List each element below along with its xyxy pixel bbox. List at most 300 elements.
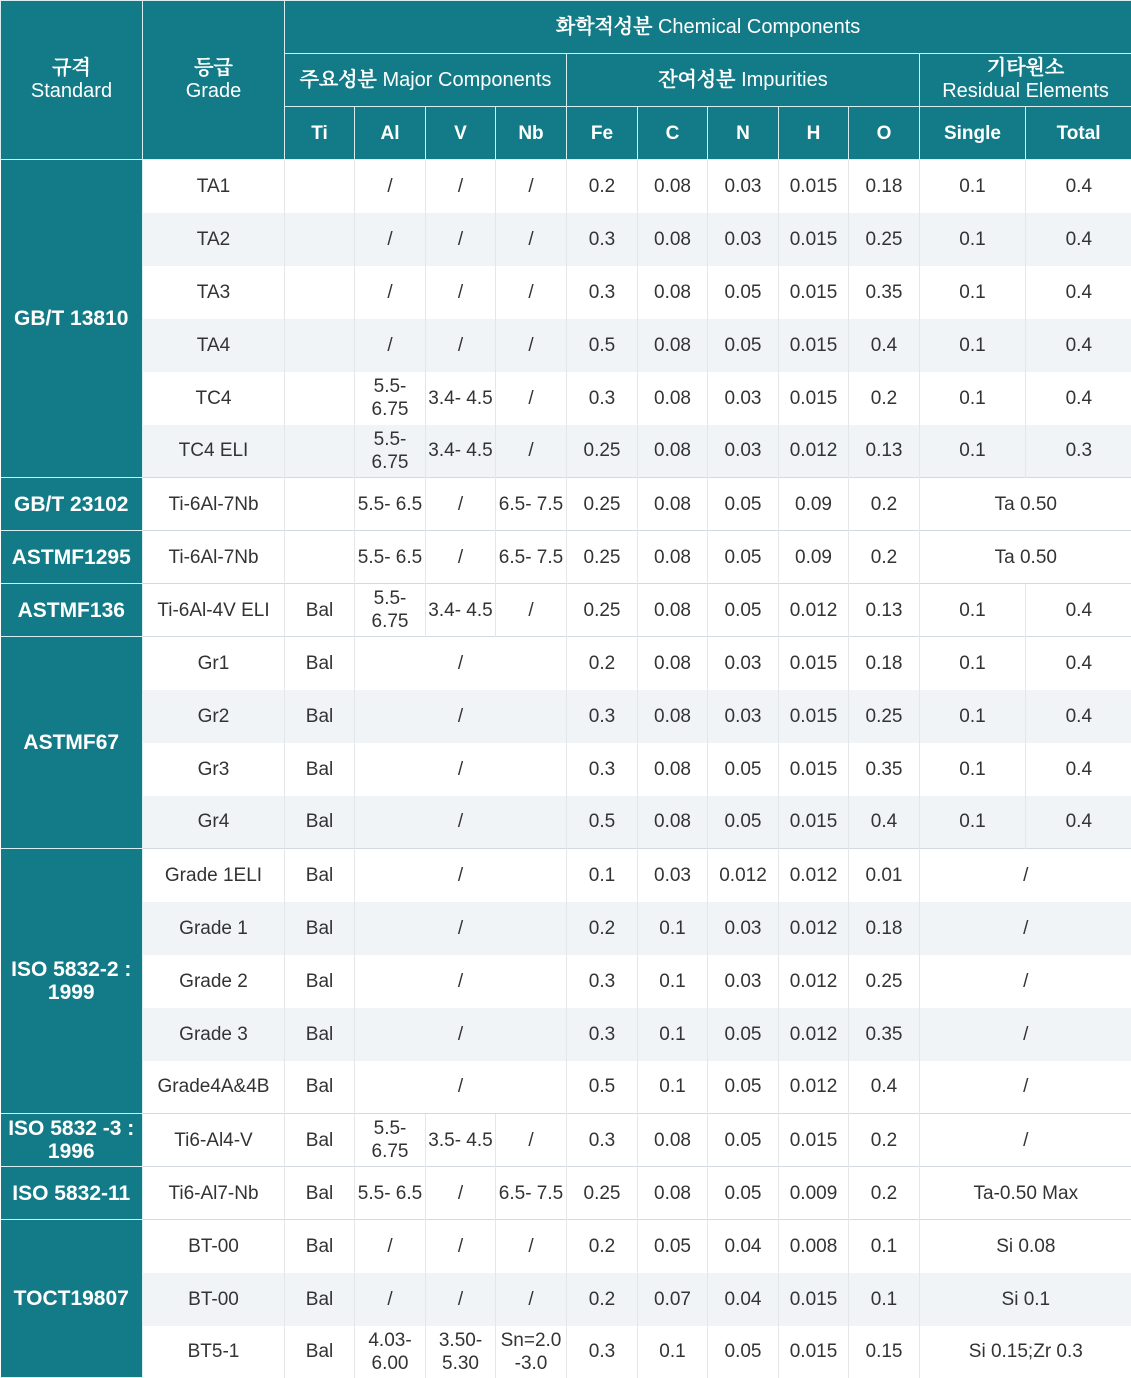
al-cell: 5.5- 6.75 bbox=[355, 1114, 426, 1167]
n-cell: 0.03 bbox=[708, 690, 779, 743]
al-cell: 5.5- 6.75 bbox=[355, 584, 426, 637]
residual-cell: Si 0.08 bbox=[920, 1220, 1131, 1273]
chemical-header-ko: 화학적성분 bbox=[556, 16, 653, 38]
al-cell: / bbox=[355, 1273, 426, 1326]
o-cell: 0.4 bbox=[849, 796, 920, 849]
c-cell: 0.1 bbox=[638, 1061, 708, 1114]
table-row bbox=[1, 160, 1131, 213]
col-header: V bbox=[426, 107, 496, 160]
single-cell: 0.1 bbox=[920, 213, 1026, 266]
ti-cell bbox=[285, 266, 355, 319]
h-cell: 0.015 bbox=[779, 160, 849, 213]
table-row bbox=[1, 584, 1131, 637]
fe-cell: 0.1 bbox=[567, 849, 638, 902]
v-cell: / bbox=[426, 531, 496, 584]
n-cell: 0.04 bbox=[708, 1220, 779, 1273]
c-cell: 0.08 bbox=[638, 743, 708, 796]
total-cell: 0.3 bbox=[1026, 425, 1131, 478]
c-cell: 0.08 bbox=[638, 690, 708, 743]
o-cell: 0.01 bbox=[849, 849, 920, 902]
total-cell: 0.4 bbox=[1026, 796, 1131, 849]
v-cell: / bbox=[426, 1273, 496, 1326]
grade-cell: TA3 bbox=[143, 266, 285, 319]
ti-cell: Bal bbox=[285, 1114, 355, 1167]
h-cell: 0.012 bbox=[779, 1061, 849, 1114]
table-row bbox=[1, 1220, 1131, 1273]
h-cell: 0.009 bbox=[779, 1167, 849, 1220]
single-cell: 0.1 bbox=[920, 319, 1026, 372]
residual-cell: / bbox=[920, 902, 1131, 955]
o-cell: 0.25 bbox=[849, 213, 920, 266]
single-cell: 0.1 bbox=[920, 160, 1026, 213]
c-cell: 0.1 bbox=[638, 955, 708, 1008]
c-cell: 0.08 bbox=[638, 531, 708, 584]
fe-cell: 0.2 bbox=[567, 1273, 638, 1326]
table-row bbox=[1, 1008, 1131, 1061]
table-row bbox=[1, 266, 1131, 319]
v-cell: / bbox=[426, 1167, 496, 1220]
o-cell: 0.2 bbox=[849, 531, 920, 584]
o-cell: 0.18 bbox=[849, 902, 920, 955]
c-cell: 0.08 bbox=[638, 637, 708, 690]
fe-cell: 0.3 bbox=[567, 955, 638, 1008]
al-cell: / bbox=[355, 160, 426, 213]
ti-cell: Bal bbox=[285, 690, 355, 743]
v-cell: / bbox=[426, 266, 496, 319]
total-cell: 0.4 bbox=[1026, 372, 1131, 425]
c-cell: 0.08 bbox=[638, 372, 708, 425]
ti-cell: Bal bbox=[285, 1220, 355, 1273]
nb-cell: 6.5- 7.5 bbox=[496, 1167, 567, 1220]
residual-cell: Si 0.15;Zr 0.3 bbox=[920, 1326, 1131, 1378]
col-header: Ti bbox=[285, 107, 355, 160]
o-cell: 0.18 bbox=[849, 637, 920, 690]
al-cell: / bbox=[355, 266, 426, 319]
grade-cell: Gr3 bbox=[143, 743, 285, 796]
table-row bbox=[1, 425, 1131, 478]
v-cell: 3.4- 4.5 bbox=[426, 425, 496, 478]
h-cell: 0.012 bbox=[779, 1008, 849, 1061]
fe-cell: 0.2 bbox=[567, 1220, 638, 1273]
major-components-cell: / bbox=[355, 743, 567, 796]
o-cell: 0.4 bbox=[849, 319, 920, 372]
n-cell: 0.05 bbox=[708, 266, 779, 319]
ti-cell bbox=[285, 372, 355, 425]
o-cell: 0.2 bbox=[849, 372, 920, 425]
residual-cell: Ta 0.50 bbox=[920, 531, 1131, 584]
o-cell: 0.35 bbox=[849, 1008, 920, 1061]
grade-cell: TA4 bbox=[143, 319, 285, 372]
residual-cell: Ta-0.50 Max bbox=[920, 1167, 1131, 1220]
residual-cell: / bbox=[920, 955, 1131, 1008]
h-cell: 0.012 bbox=[779, 425, 849, 478]
n-cell: 0.05 bbox=[708, 319, 779, 372]
n-cell: 0.04 bbox=[708, 1273, 779, 1326]
o-cell: 0.1 bbox=[849, 1273, 920, 1326]
n-cell: 0.03 bbox=[708, 372, 779, 425]
single-cell: 0.1 bbox=[920, 372, 1026, 425]
major-header-en: Major Components bbox=[382, 69, 551, 91]
v-cell: / bbox=[426, 319, 496, 372]
residual-cell: / bbox=[920, 1114, 1131, 1167]
standard-cell: GB/T 23102 bbox=[1, 478, 143, 531]
n-cell: 0.05 bbox=[708, 531, 779, 584]
ti-cell: Bal bbox=[285, 1326, 355, 1378]
grade-cell: BT-00 bbox=[143, 1273, 285, 1326]
al-cell: 5.5- 6.5 bbox=[355, 531, 426, 584]
table-header bbox=[1, 1, 1131, 160]
grade-cell: Ti-6Al-7Nb bbox=[143, 478, 285, 531]
h-cell: 0.015 bbox=[779, 796, 849, 849]
major-components-cell: / bbox=[355, 690, 567, 743]
table-row bbox=[1, 849, 1131, 902]
h-cell: 0.015 bbox=[779, 690, 849, 743]
grade-cell: Ti6-Al7-Nb bbox=[143, 1167, 285, 1220]
grade-header bbox=[143, 1, 285, 160]
c-cell: 0.08 bbox=[638, 213, 708, 266]
ti-cell: Bal bbox=[285, 902, 355, 955]
standard-cell: ISO 5832-2 : 1999 bbox=[1, 849, 143, 1114]
n-cell: 0.05 bbox=[708, 1008, 779, 1061]
o-cell: 0.25 bbox=[849, 955, 920, 1008]
n-cell: 0.05 bbox=[708, 743, 779, 796]
single-cell: 0.1 bbox=[920, 425, 1026, 478]
al-cell: 4.03- 6.00 bbox=[355, 1326, 426, 1378]
table-row bbox=[1, 637, 1131, 690]
fe-cell: 0.3 bbox=[567, 1008, 638, 1061]
grade-header-ko: 등급 bbox=[194, 57, 233, 79]
ti-cell bbox=[285, 531, 355, 584]
single-cell: 0.1 bbox=[920, 584, 1026, 637]
fe-cell: 0.25 bbox=[567, 1167, 638, 1220]
h-cell: 0.012 bbox=[779, 584, 849, 637]
al-cell: / bbox=[355, 319, 426, 372]
standard-cell: ISO 5832-11 bbox=[1, 1167, 143, 1220]
n-cell: 0.03 bbox=[708, 637, 779, 690]
fe-cell: 0.3 bbox=[567, 266, 638, 319]
standard-cell: GB/T 13810 bbox=[1, 160, 143, 478]
table-row bbox=[1, 796, 1131, 849]
ti-cell bbox=[285, 425, 355, 478]
ti-cell bbox=[285, 213, 355, 266]
total-cell: 0.4 bbox=[1026, 213, 1131, 266]
grade-cell: Ti-6Al-7Nb bbox=[143, 531, 285, 584]
h-cell: 0.015 bbox=[779, 1114, 849, 1167]
grade-cell: TC4 ELI bbox=[143, 425, 285, 478]
v-cell: / bbox=[426, 213, 496, 266]
table-row bbox=[1, 743, 1131, 796]
h-cell: 0.09 bbox=[779, 478, 849, 531]
n-cell: 0.05 bbox=[708, 584, 779, 637]
grade-header-en: Grade bbox=[186, 80, 242, 102]
residual-header-ko: 기타원소 bbox=[987, 57, 1064, 79]
nb-cell: / bbox=[496, 425, 567, 478]
nb-cell: / bbox=[496, 1273, 567, 1326]
fe-cell: 0.3 bbox=[567, 1114, 638, 1167]
h-cell: 0.015 bbox=[779, 372, 849, 425]
h-cell: 0.015 bbox=[779, 1326, 849, 1378]
o-cell: 0.2 bbox=[849, 1167, 920, 1220]
o-cell: 0.35 bbox=[849, 743, 920, 796]
standard-cell: ASTMF136 bbox=[1, 584, 143, 637]
grade-cell: TC4 bbox=[143, 372, 285, 425]
h-cell: 0.015 bbox=[779, 319, 849, 372]
c-cell: 0.08 bbox=[638, 266, 708, 319]
standard-header-en: Standard bbox=[31, 80, 112, 102]
h-cell: 0.012 bbox=[779, 955, 849, 1008]
residual-cell: Ta 0.50 bbox=[920, 478, 1131, 531]
major-components-cell: / bbox=[355, 1061, 567, 1114]
table-row bbox=[1, 902, 1131, 955]
n-cell: 0.012 bbox=[708, 849, 779, 902]
table-row bbox=[1, 372, 1131, 425]
col-header: Fe bbox=[567, 107, 638, 160]
grade-cell: Grade 3 bbox=[143, 1008, 285, 1061]
single-cell: 0.1 bbox=[920, 266, 1026, 319]
table-row bbox=[1, 319, 1131, 372]
n-cell: 0.03 bbox=[708, 955, 779, 1008]
ti-cell bbox=[285, 160, 355, 213]
v-cell: / bbox=[426, 1220, 496, 1273]
ti-cell: Bal bbox=[285, 1167, 355, 1220]
n-cell: 0.05 bbox=[708, 1114, 779, 1167]
fe-cell: 0.5 bbox=[567, 319, 638, 372]
col-header: Al bbox=[355, 107, 426, 160]
major-components-cell: / bbox=[355, 902, 567, 955]
grade-cell: TA2 bbox=[143, 213, 285, 266]
nb-cell: / bbox=[496, 160, 567, 213]
o-cell: 0.13 bbox=[849, 425, 920, 478]
o-cell: 0.25 bbox=[849, 690, 920, 743]
h-cell: 0.015 bbox=[779, 743, 849, 796]
fe-cell: 0.25 bbox=[567, 531, 638, 584]
col-header: N bbox=[708, 107, 779, 160]
al-cell: 5.5- 6.5 bbox=[355, 1167, 426, 1220]
impurities-header-en: Impurities bbox=[741, 69, 828, 91]
nb-cell: 6.5- 7.5 bbox=[496, 531, 567, 584]
c-cell: 0.08 bbox=[638, 319, 708, 372]
c-cell: 0.03 bbox=[638, 849, 708, 902]
v-cell: 3.5- 4.5 bbox=[426, 1114, 496, 1167]
major-components-header bbox=[285, 54, 567, 107]
n-cell: 0.05 bbox=[708, 796, 779, 849]
ti-cell: Bal bbox=[285, 637, 355, 690]
nb-cell: / bbox=[496, 372, 567, 425]
o-cell: 0.13 bbox=[849, 584, 920, 637]
ti-cell: Bal bbox=[285, 743, 355, 796]
n-cell: 0.03 bbox=[708, 160, 779, 213]
nb-cell: / bbox=[496, 213, 567, 266]
h-cell: 0.015 bbox=[779, 266, 849, 319]
fe-cell: 0.3 bbox=[567, 1326, 638, 1378]
h-cell: 0.015 bbox=[779, 1273, 849, 1326]
c-cell: 0.08 bbox=[638, 796, 708, 849]
nb-cell: / bbox=[496, 266, 567, 319]
major-components-cell: / bbox=[355, 955, 567, 1008]
fe-cell: 0.25 bbox=[567, 425, 638, 478]
ti-cell: Bal bbox=[285, 849, 355, 902]
o-cell: 0.4 bbox=[849, 1061, 920, 1114]
standard-cell: ISO 5832 -3 : 1996 bbox=[1, 1114, 143, 1167]
o-cell: 0.35 bbox=[849, 266, 920, 319]
table-row bbox=[1, 213, 1131, 266]
n-cell: 0.05 bbox=[708, 1061, 779, 1114]
table-row bbox=[1, 690, 1131, 743]
fe-cell: 0.3 bbox=[567, 213, 638, 266]
fe-cell: 0.3 bbox=[567, 690, 638, 743]
total-cell: 0.4 bbox=[1026, 637, 1131, 690]
table-body bbox=[1, 160, 1131, 1378]
grade-cell: Gr4 bbox=[143, 796, 285, 849]
col-header: Nb bbox=[496, 107, 567, 160]
major-header-ko: 주요성분 bbox=[300, 69, 377, 91]
c-cell: 0.05 bbox=[638, 1220, 708, 1273]
col-header: Total bbox=[1026, 107, 1131, 160]
ti-cell: Bal bbox=[285, 796, 355, 849]
o-cell: 0.2 bbox=[849, 478, 920, 531]
c-cell: 0.08 bbox=[638, 1114, 708, 1167]
total-cell: 0.4 bbox=[1026, 160, 1131, 213]
fe-cell: 0.2 bbox=[567, 160, 638, 213]
grade-cell: Grade 1 bbox=[143, 902, 285, 955]
total-cell: 0.4 bbox=[1026, 584, 1131, 637]
ti-cell: Bal bbox=[285, 1061, 355, 1114]
al-cell: / bbox=[355, 1220, 426, 1273]
fe-cell: 0.3 bbox=[567, 372, 638, 425]
major-components-cell: / bbox=[355, 637, 567, 690]
h-cell: 0.09 bbox=[779, 531, 849, 584]
n-cell: 0.03 bbox=[708, 902, 779, 955]
single-cell: 0.1 bbox=[920, 743, 1026, 796]
total-cell: 0.4 bbox=[1026, 743, 1131, 796]
residual-header-en: Residual Elements bbox=[942, 80, 1109, 102]
major-components-cell: / bbox=[355, 849, 567, 902]
ti-cell: Bal bbox=[285, 1008, 355, 1061]
c-cell: 0.08 bbox=[638, 1167, 708, 1220]
ti-cell: Bal bbox=[285, 1273, 355, 1326]
al-cell: 5.5- 6.5 bbox=[355, 478, 426, 531]
h-cell: 0.012 bbox=[779, 849, 849, 902]
grade-cell: Grade4A&4B bbox=[143, 1061, 285, 1114]
col-header: H bbox=[779, 107, 849, 160]
col-header: C bbox=[638, 107, 708, 160]
residual-cell: / bbox=[920, 1061, 1131, 1114]
total-cell: 0.4 bbox=[1026, 690, 1131, 743]
standard-cell: TOCT19807 bbox=[1, 1220, 143, 1378]
fe-cell: 0.5 bbox=[567, 796, 638, 849]
total-cell: 0.4 bbox=[1026, 266, 1131, 319]
standard-cell: ASTMF67 bbox=[1, 637, 143, 849]
nb-cell: / bbox=[496, 584, 567, 637]
table-row bbox=[1, 1326, 1131, 1378]
c-cell: 0.08 bbox=[638, 478, 708, 531]
col-header: O bbox=[849, 107, 920, 160]
n-cell: 0.05 bbox=[708, 1167, 779, 1220]
o-cell: 0.2 bbox=[849, 1114, 920, 1167]
standard-header-ko: 규격 bbox=[52, 57, 91, 79]
residual-elements-header bbox=[920, 54, 1131, 107]
table-row bbox=[1, 1167, 1131, 1220]
h-cell: 0.015 bbox=[779, 213, 849, 266]
total-cell: 0.4 bbox=[1026, 319, 1131, 372]
ti-cell bbox=[285, 478, 355, 531]
v-cell: 3.4- 4.5 bbox=[426, 584, 496, 637]
nb-cell: / bbox=[496, 319, 567, 372]
v-cell: 3.50- 5.30 bbox=[426, 1326, 496, 1378]
grade-cell: BT5-1 bbox=[143, 1326, 285, 1378]
nb-cell: Sn=2.0 -3.0 bbox=[496, 1326, 567, 1378]
al-cell: / bbox=[355, 213, 426, 266]
n-cell: 0.05 bbox=[708, 478, 779, 531]
n-cell: 0.03 bbox=[708, 425, 779, 478]
c-cell: 0.1 bbox=[638, 1008, 708, 1061]
single-cell: 0.1 bbox=[920, 690, 1026, 743]
fe-cell: 0.25 bbox=[567, 478, 638, 531]
standard-header bbox=[1, 1, 143, 160]
c-cell: 0.1 bbox=[638, 902, 708, 955]
v-cell: / bbox=[426, 160, 496, 213]
o-cell: 0.15 bbox=[849, 1326, 920, 1378]
grade-cell: TA1 bbox=[143, 160, 285, 213]
grade-cell: Ti-6Al-4V ELI bbox=[143, 584, 285, 637]
major-components-cell: / bbox=[355, 1008, 567, 1061]
nb-cell: / bbox=[496, 1114, 567, 1167]
major-components-cell: / bbox=[355, 796, 567, 849]
v-cell: 3.4- 4.5 bbox=[426, 372, 496, 425]
ti-cell: Bal bbox=[285, 584, 355, 637]
col-header: Single bbox=[920, 107, 1026, 160]
nb-cell: 6.5- 7.5 bbox=[496, 478, 567, 531]
table-row bbox=[1, 1061, 1131, 1114]
grade-cell: Gr2 bbox=[143, 690, 285, 743]
c-cell: 0.08 bbox=[638, 584, 708, 637]
grade-cell: Ti6-Al4-V bbox=[143, 1114, 285, 1167]
residual-cell: Si 0.1 bbox=[920, 1273, 1131, 1326]
table-row bbox=[1, 531, 1131, 584]
standard-cell: ASTMF1295 bbox=[1, 531, 143, 584]
h-cell: 0.008 bbox=[779, 1220, 849, 1273]
fe-cell: 0.5 bbox=[567, 1061, 638, 1114]
v-cell: / bbox=[426, 478, 496, 531]
grade-cell: BT-00 bbox=[143, 1220, 285, 1273]
c-cell: 0.1 bbox=[638, 1326, 708, 1378]
impurities-header-ko: 잔여성분 bbox=[658, 69, 735, 91]
ti-cell: Bal bbox=[285, 955, 355, 1008]
c-cell: 0.08 bbox=[638, 160, 708, 213]
nb-cell: / bbox=[496, 1220, 567, 1273]
c-cell: 0.08 bbox=[638, 425, 708, 478]
al-cell: 5.5- 6.75 bbox=[355, 425, 426, 478]
o-cell: 0.1 bbox=[849, 1220, 920, 1273]
n-cell: 0.05 bbox=[708, 1326, 779, 1378]
single-cell: 0.1 bbox=[920, 796, 1026, 849]
h-cell: 0.012 bbox=[779, 902, 849, 955]
grade-cell: Gr1 bbox=[143, 637, 285, 690]
grade-cell: Grade 2 bbox=[143, 955, 285, 1008]
single-cell: 0.1 bbox=[920, 637, 1026, 690]
residual-cell: / bbox=[920, 1008, 1131, 1061]
fe-cell: 0.2 bbox=[567, 637, 638, 690]
n-cell: 0.03 bbox=[708, 213, 779, 266]
residual-cell: / bbox=[920, 849, 1131, 902]
impurities-header bbox=[567, 54, 920, 107]
grade-cell: Grade 1ELI bbox=[143, 849, 285, 902]
table-row bbox=[1, 955, 1131, 1008]
fe-cell: 0.2 bbox=[567, 902, 638, 955]
h-cell: 0.015 bbox=[779, 637, 849, 690]
table-row bbox=[1, 478, 1131, 531]
al-cell: 5.5- 6.75 bbox=[355, 372, 426, 425]
